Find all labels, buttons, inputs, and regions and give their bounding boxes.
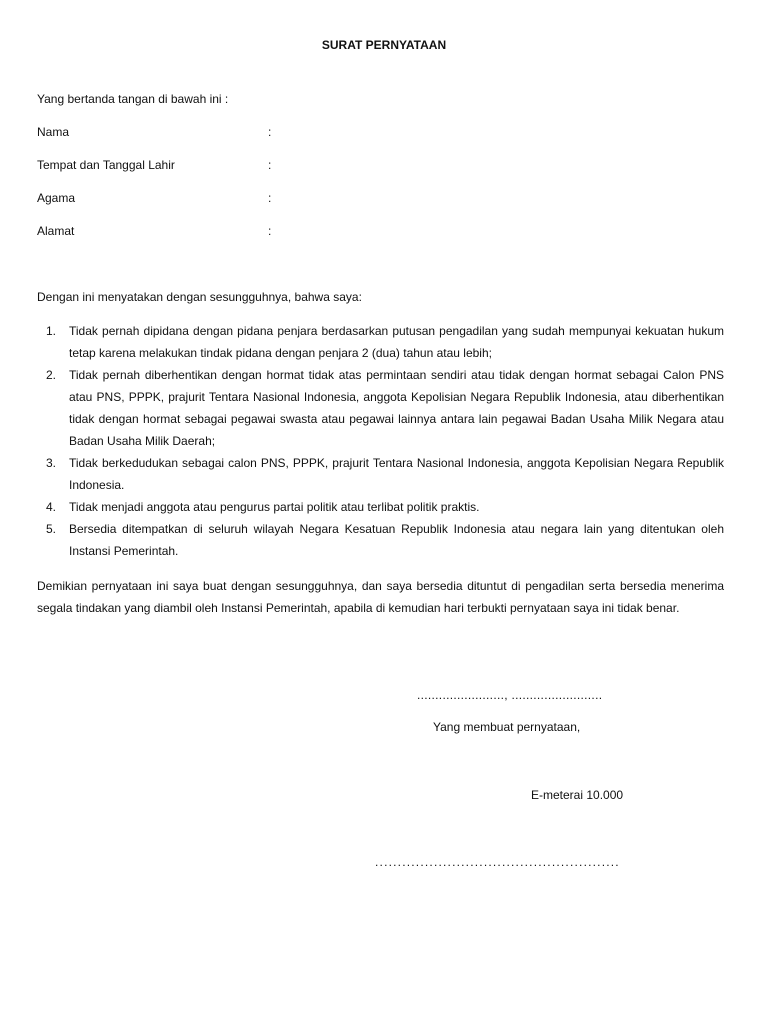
item-number: 3. xyxy=(46,456,57,470)
field-label: Nama xyxy=(37,125,70,139)
field-separator: : xyxy=(268,191,272,205)
item-number: 4. xyxy=(46,500,57,514)
item-number: 1. xyxy=(46,324,57,338)
field-alamat xyxy=(37,224,437,257)
list-item xyxy=(37,518,724,562)
statement-list xyxy=(37,320,724,562)
field-tempat-tanggal-lahir xyxy=(37,158,437,191)
meterai-label: E-meterai 10.000 xyxy=(531,788,624,802)
field-label: Agama xyxy=(37,191,76,205)
field-label: Tempat dan Tanggal Lahir xyxy=(37,158,175,172)
intro-text: Yang bertanda tangan di bawah ini : xyxy=(37,92,229,106)
place-date-line: ........................, ......................... xyxy=(417,688,603,702)
identity-fields xyxy=(37,125,437,257)
list-item xyxy=(37,320,724,364)
field-separator: : xyxy=(268,125,272,139)
item-text: Tidak menjadi anggota atau pengurus partai politik atau terlibat politik praktis. xyxy=(69,500,480,514)
list-item xyxy=(37,452,724,496)
list-item xyxy=(37,496,724,518)
field-separator: : xyxy=(268,224,272,238)
field-nama xyxy=(37,125,437,158)
item-number: 2. xyxy=(46,368,57,382)
item-number: 5. xyxy=(46,522,57,536)
signer-label: Yang membuat pernyataan, xyxy=(433,720,581,734)
signature-line: ...................................................... xyxy=(375,855,620,869)
list-item xyxy=(37,364,724,452)
field-agama xyxy=(37,191,437,224)
document-title: SURAT PERNYATAAN xyxy=(321,38,447,52)
item-text: Tidak pernah diberhentikan dengan hormat tidak atas permintaan sendiri atau tidak dengan hormat sebagai Calon PNS atau PNS, PPPK, prajurit Tentara Nasional Indonesia, anggota Kepolisian Negara Republik Indonesia, atau diberhentikan tidak dengan hormat sebagai pegawai swasta atau pegawai lainnya antara lain pegawai Badan Usaha Milik Negara atau Badan Usaha Milik Daerah; xyxy=(69,368,724,448)
closing-paragraph: Demikian pernyataan ini saya buat dengan sesungguhnya, dan saya bersedia dituntut di pengadilan serta bersedia menerima segala tindakan yang diambil oleh Instansi Pemerintah, apabila di kemudian hari terbukti pernyataan saya ini tidak benar. xyxy=(37,579,724,615)
item-text: Tidak pernah dipidana dengan pidana penjara berdasarkan putusan pengadilan yang sudah mempunyai kekuatan hukum tetap karena melakukan tindak pidana dengan penjara 2 (dua) tahun atau lebih; xyxy=(69,324,724,360)
field-separator: : xyxy=(268,158,272,172)
field-label: Alamat xyxy=(37,224,75,238)
item-text: Bersedia ditempatkan di seluruh wilayah Negara Kesatuan Republik Indonesia atau negara lain yang ditentukan oleh Instansi Pemerintah. xyxy=(69,522,724,558)
declaration-intro: Dengan ini menyatakan dengan sesungguhnya, bahwa saya: xyxy=(37,290,362,304)
item-text: Tidak berkedudukan sebagai calon PNS, PPPK, prajurit Tentara Nasional Indonesia, anggota Kepolisian Negara Republik Indonesia. xyxy=(69,456,724,492)
